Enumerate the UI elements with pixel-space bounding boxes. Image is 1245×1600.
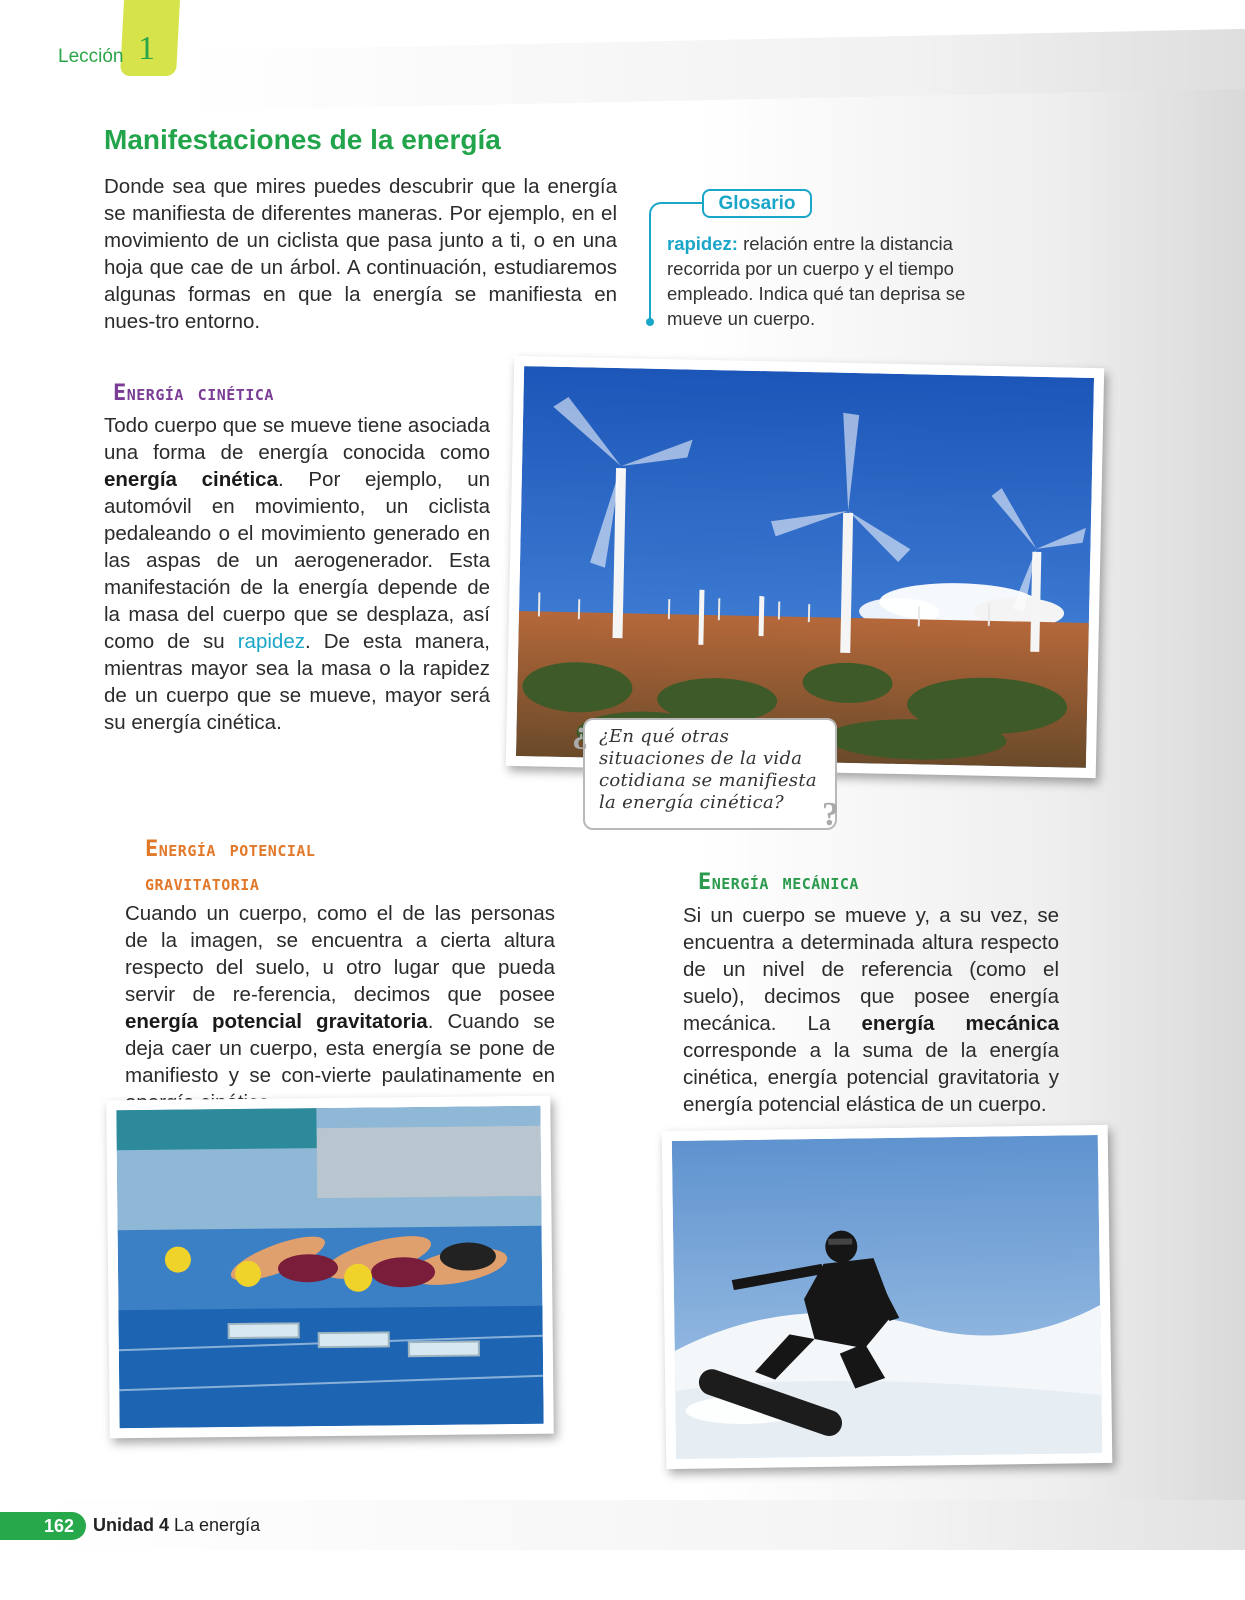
glossary-definition-text: relación entre la distancia recorrida por un cuerpo y el tiempo empleado. Indica qué tan deprisa se mueve un cuerpo. xyxy=(667,233,966,329)
wind-turbines-image xyxy=(516,366,1094,768)
kinetic-text-c: . De esta manera, mientras mayor sea la masa o la rapidez de un cuerpo que se mueve, mayor será su energía cinética. xyxy=(104,630,490,734)
kinetic-bold-term: energía cinética xyxy=(104,468,278,491)
snowboarder-image xyxy=(672,1135,1102,1459)
kinetic-paragraph xyxy=(104,412,490,736)
question-close-mark: ? xyxy=(822,796,839,833)
question-open-mark: ¿ xyxy=(572,713,588,749)
intro-paragraph: Donde sea que mires puedes descubrir que la energía se manifiesta de diferentes maneras. Por ejemplo, en el movimiento de un ciclista que pasa junto a ti, o en una hoja que cae de un árbol. A continuación, estudiaremos algunas formas en que la energía se manifiesta en nues-tro entorno. xyxy=(104,175,617,333)
swimmers-diving-photo xyxy=(106,1096,554,1439)
kinetic-heading: Energía cinética xyxy=(113,381,274,406)
glossary-tag: Glosario xyxy=(702,189,812,218)
mechanical-text-a: Si un cuerpo se mueve y, a su vez, se encuentra a determinada altura respecto de un nivel de referencia (como el suelo), decimos que posee energía mecánica. La xyxy=(683,904,1059,1035)
page-title: Manifestaciones de la energía xyxy=(104,124,501,155)
page-number-badge: 162 xyxy=(0,1512,86,1540)
mechanical-bold-term: energía mecánica xyxy=(861,1012,1060,1035)
wind-turbines-photo xyxy=(506,356,1104,778)
glossary-dot xyxy=(646,318,654,326)
reflection-question: ¿En qué otras situaciones de la vida cotidiana se manifiesta la energía cinética? xyxy=(583,718,837,830)
glossary-term: rapidez: xyxy=(667,233,738,254)
lesson-number: 1 xyxy=(138,30,155,67)
lesson-label: Lección xyxy=(58,46,124,67)
swimmers-image xyxy=(116,1106,543,1428)
kinetic-text-b: . Por ejemplo, un automóvil en movimiento, un ciclista pedaleando o el movimiento generado en las aspas de un aerogenerador. Esta manifestación de la energía depende de la masa del cuerpo que se desplaza, así como de su xyxy=(104,468,490,653)
footer-unit-title: La energía xyxy=(169,1515,261,1535)
potential-text-a: Cuando un cuerpo, como el de las personas de la imagen, se encuentra a cierta altura respecto del suelo, u otro lugar que pueda servir de re-ferencia, decimos que posee xyxy=(125,902,555,1006)
potential-heading-line1: Energía potencial xyxy=(145,837,316,862)
footer-unit xyxy=(93,1515,260,1536)
footer-unit-label: Unidad 4 xyxy=(93,1515,170,1535)
potential-text-b: . Cuando se deja caer un cuerpo, esta energía se pone de manifiesto y se con-vierte paulatinamente en xyxy=(125,1010,555,1087)
mechanical-text-b: corresponde a la suma de la energía cinética, energía potencial gravitatoria y energía potencial elástica de un cuerpo. xyxy=(683,1039,1059,1116)
kinetic-text-a: Todo cuerpo que se mueve tiene asociada una forma de energía conocida como xyxy=(104,414,490,464)
potential-heading-line2: gravitatoria xyxy=(145,871,260,896)
mechanical-paragraph xyxy=(683,902,1059,1118)
potential-paragraph xyxy=(125,900,555,1116)
potential-bold-term: energía potencial gravitatoria xyxy=(125,1010,428,1033)
mechanical-heading: Energía mecánica xyxy=(698,870,859,895)
kinetic-glossary-link[interactable]: rapidez xyxy=(237,630,305,653)
snowboarder-photo xyxy=(662,1125,1113,1469)
glossary-definition xyxy=(667,231,987,331)
potential-heading xyxy=(145,833,405,901)
